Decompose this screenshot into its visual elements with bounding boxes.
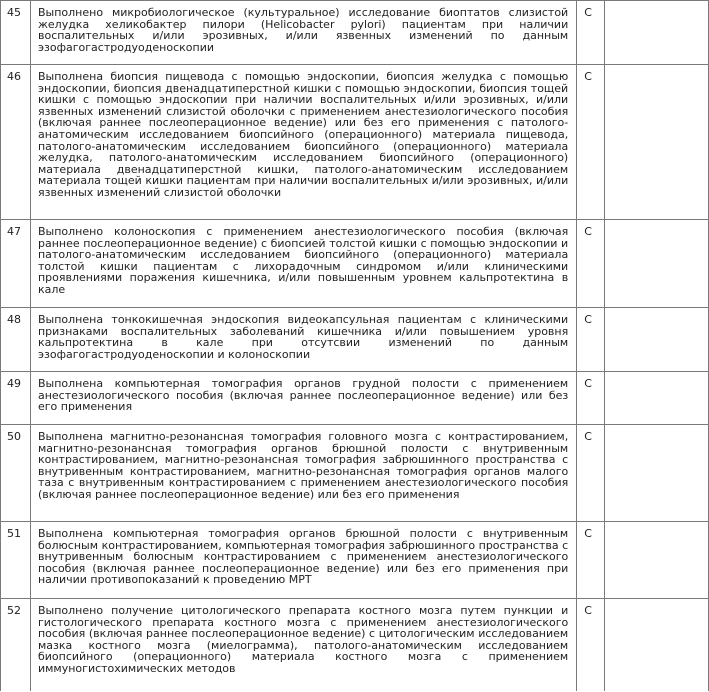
evidence-level: C: [577, 1, 605, 65]
table-row: [1, 599, 709, 691]
empty-cell: [605, 372, 709, 425]
table-row: [1, 1, 709, 65]
evidence-level: C: [577, 65, 605, 220]
empty-cell: [605, 65, 709, 220]
row-number: 45: [1, 1, 31, 65]
row-number: 51: [1, 522, 31, 599]
row-number: 49: [1, 372, 31, 425]
table-row: [1, 372, 709, 425]
criterion-text: Выполнена тонкокишечная эндоскопия видеокапсульная пациентам с клиническими признаками воспалительных заболеваний кишечника и/или повышением уровня кальпротектина в кале при отсутсвии изменений по данным эзофагогастродуоденоскопии и колоноскопии: [30, 308, 576, 372]
table-row: [1, 425, 709, 522]
evidence-level: C: [577, 522, 605, 599]
table-row: [1, 65, 709, 220]
evidence-level: C: [577, 308, 605, 372]
table-row: [1, 220, 709, 308]
criterion-text: Выполнена магнитно-резонансная томография головного мозга с контрастированием, магнитно-резонансная томография органов брюшной полости с внутривенным контрастированием, магнитно-резонансная томография забрюшинного пространства с внутривенным контрастированием, магнитно-резонансная томография органов малого таза с внутривенным контрастированием с применением анестезиологического пособия (включая раннее послеоперационное ведение) или без его применения: [30, 425, 576, 522]
criterion-text: Выполнено колоноскопия с применением анестезиологического пособия (включая раннее послеоперационное ведение) с биопсией толстой кишки с помощью эндоскопии и патолого-анатомическим исследованием биопсийного (операционного) материала толстой кишки пациентам с лихорадочным синдромом и/или клиническими проявлениями поражения кишечника, и/или повышенным уровнем кальпротектина в кале: [30, 220, 576, 308]
criterion-text: Выполнено микробиологическое (культуральное) исследование биоптатов слизистой желудка хеликобактер пилори (Helicobacter pylori) пациентам при наличии воспалительных и/или эрозивных, и/или язвенных изменений по данным эзофагогастродуоденоскопии: [30, 1, 576, 65]
evidence-level: C: [577, 220, 605, 308]
empty-cell: [605, 599, 709, 691]
row-number: 46: [1, 65, 31, 220]
empty-cell: [605, 425, 709, 522]
row-number: 48: [1, 308, 31, 372]
criterion-text: Выполнена биопсия пищевода с помощью эндоскопии, биопсия желудка с помощью эндоскопии, биопсия двенадцатиперстной кишки с помощью эндоскопии, биопсия тощей кишки с помощью эндоскопии при наличии воспалительных и/или эрозивных, и/или язвенных изменений слизистой оболочки с применением анестезиологического пособия (включая раннее послеоперационное ведение) или без его применения с патолого-анатомическим исследованием биопсийного (операционного) материала пищевода, патолого-анатомическим исследованием биопсийного (операционного) материала желудка, патолого-анатомическим исследованием биопсийного (операционного) материала двенадцатиперстной кишки, патолого-анатомическим исследованием материала тощей кишки пациентам при наличии воспалительных и/или эрозивных, и/или язвенных изменений слизистой оболочки: [30, 65, 576, 220]
row-number: 52: [1, 599, 31, 691]
empty-cell: [605, 220, 709, 308]
evidence-level: C: [577, 599, 605, 691]
row-number: 47: [1, 220, 31, 308]
row-number: 50: [1, 425, 31, 522]
empty-cell: [605, 308, 709, 372]
table-row: [1, 308, 709, 372]
table-row: [1, 522, 709, 599]
criterion-text: Выполнено получение цитологического препарата костного мозга путем пункции и гистологического препарата костного мозга с применением анестезиологического пособия (включая раннее послеоперационное ведение) с цитологическим исследованием мазка костного мозга (миелограмма), патолого-анатомическим исследованием биопсийного (операционного) материала костного мозга с применением иммуногистохимических методов: [30, 599, 576, 691]
evidence-level: C: [577, 372, 605, 425]
criterion-text: Выполнена компьютерная томография органов грудной полости с применением анестезиологического пособия (включая раннее послеоперационное ведение) или без его применения: [30, 372, 576, 425]
criterion-text: Выполнена компьютерная томография органов брюшной полости с внутривенным болюсным контрастированием, компьютерная томография забрюшинного пространства с внутривенным болюсным контрастированием с применением анестезиологического пособия (включая раннее послеоперационное ведение) или без его применения при наличии противопоказаний к проведению МРТ: [30, 522, 576, 599]
empty-cell: [605, 522, 709, 599]
evidence-level: C: [577, 425, 605, 522]
empty-cell: [605, 1, 709, 65]
